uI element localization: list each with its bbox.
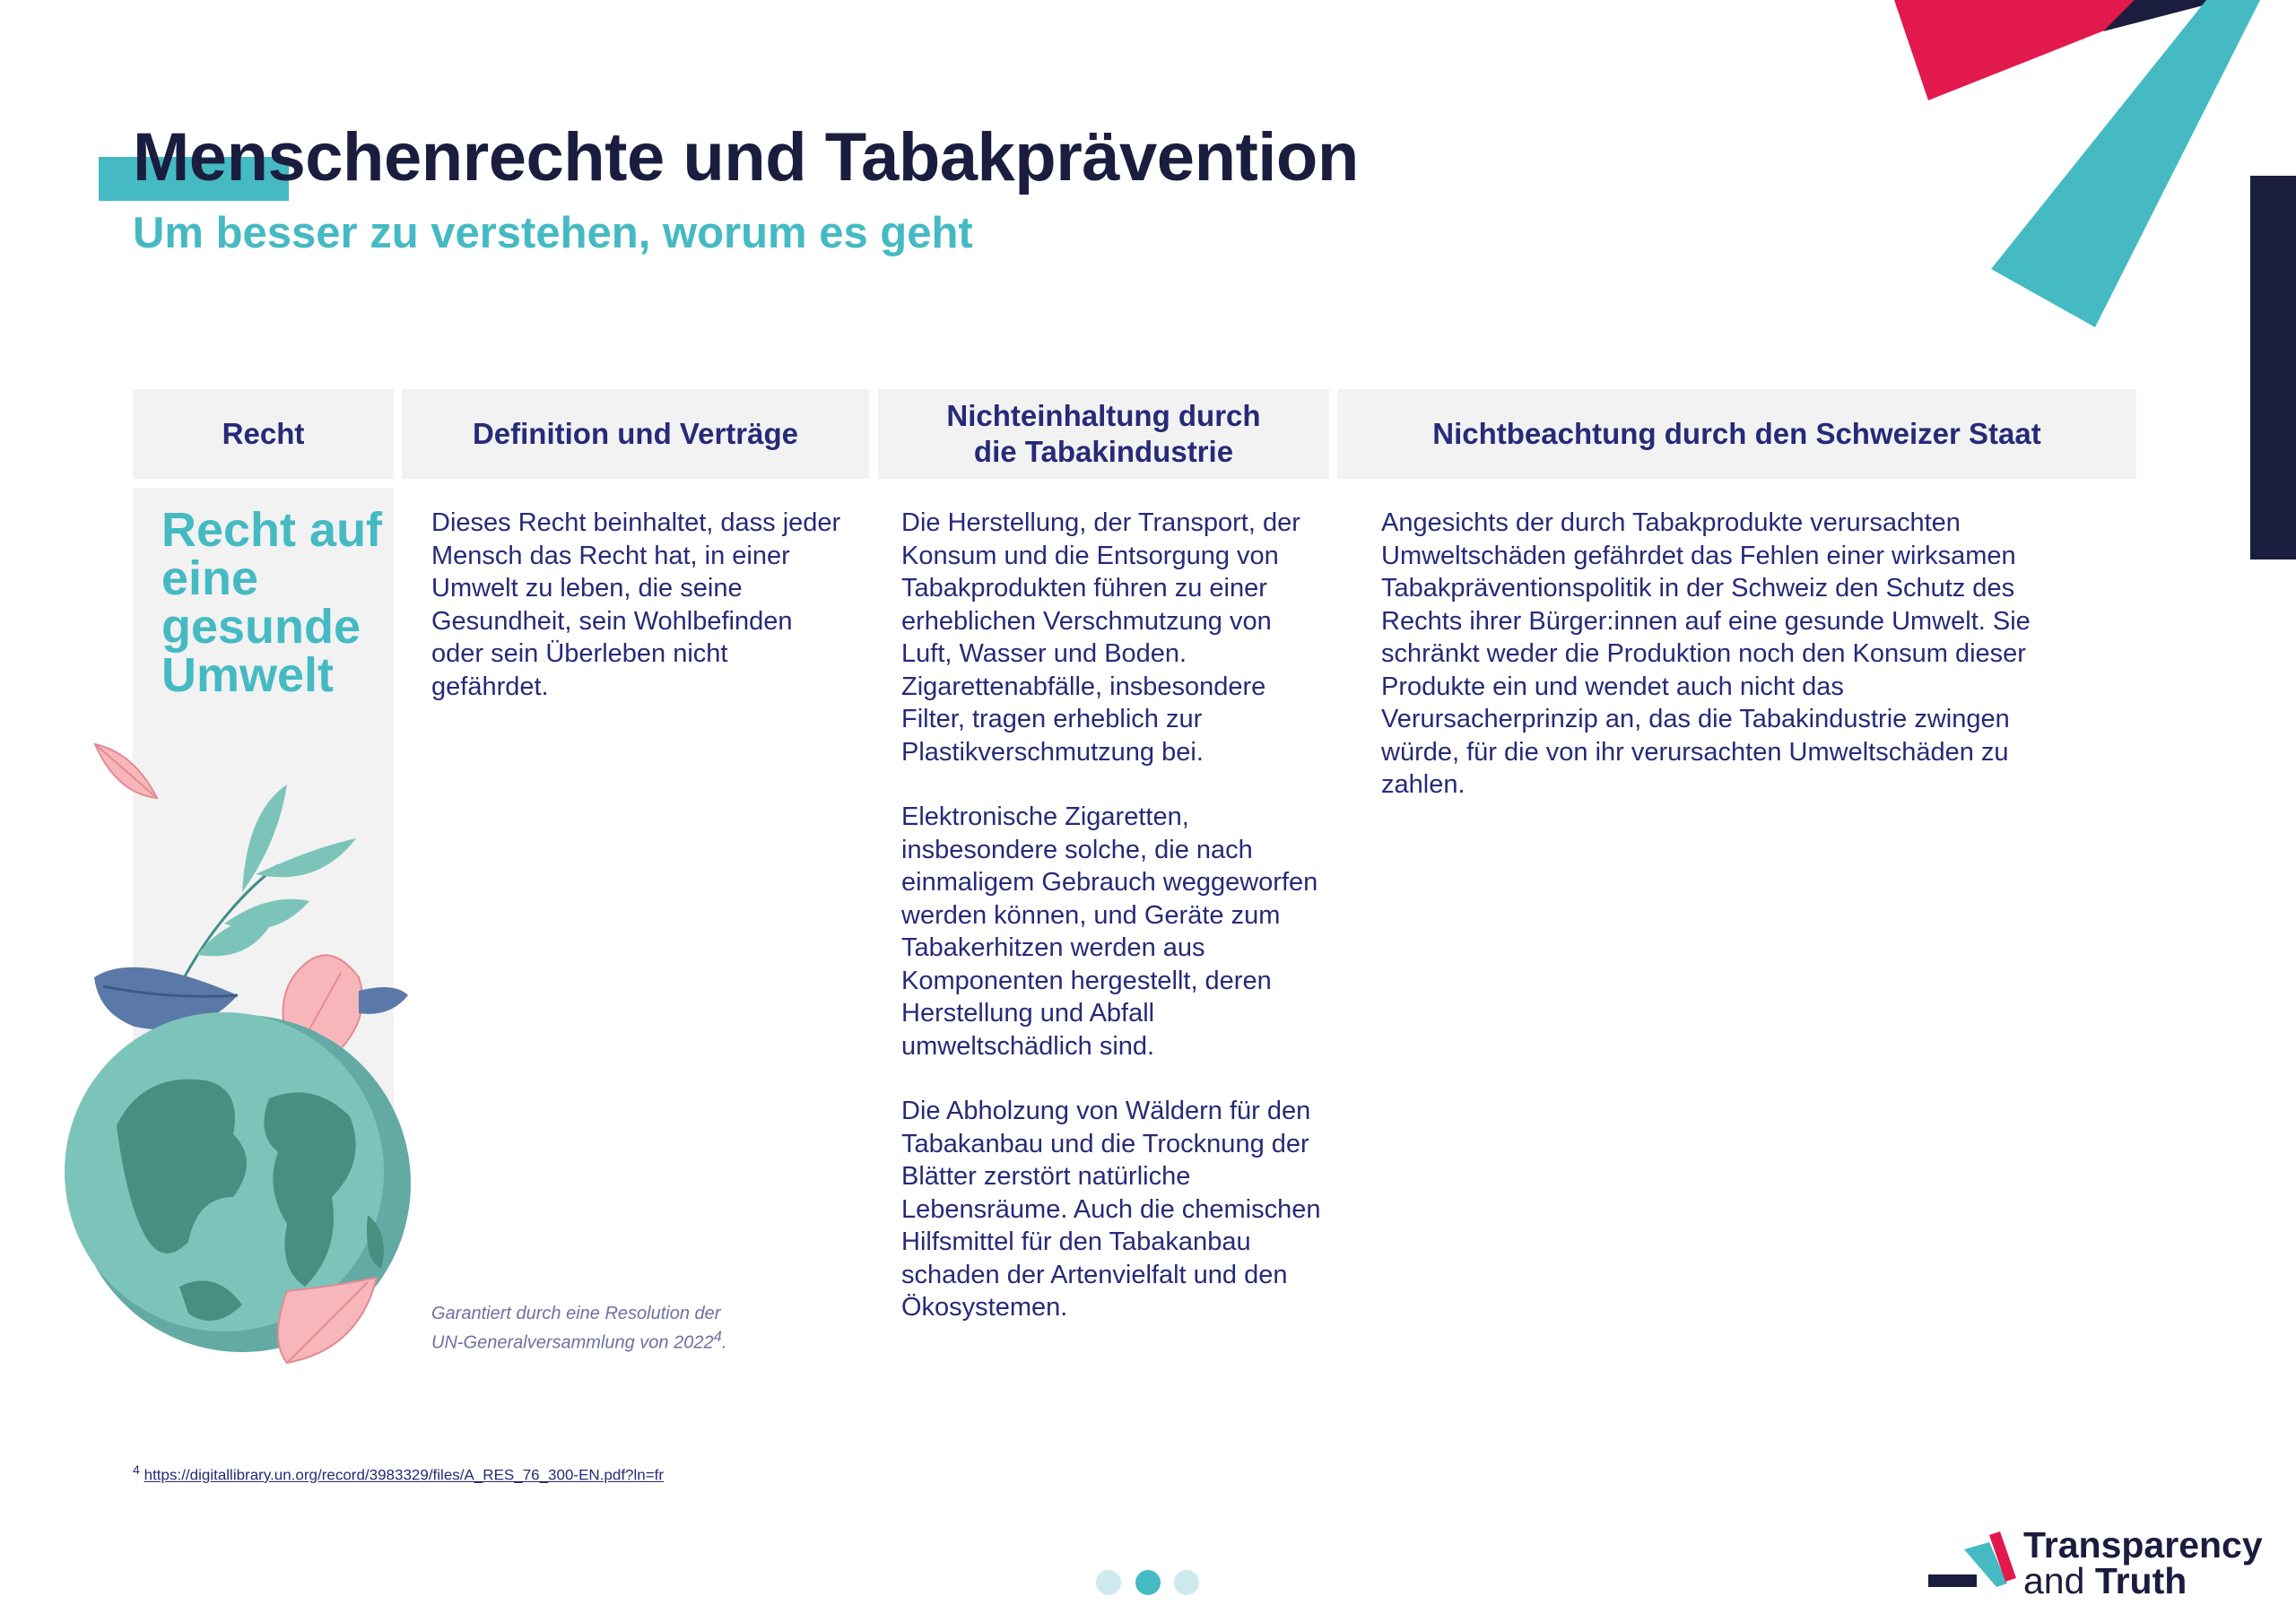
definition-source-note-line1: Garantiert durch eine Resolution der xyxy=(431,1304,721,1323)
nichteinhaltung-text xyxy=(901,507,1323,1357)
pagination-dot-1[interactable] xyxy=(1096,1570,1121,1595)
logo-text-truth: Truth xyxy=(2094,1560,2187,1601)
column-header-nichteinhaltung-line1: Nichteinhaltung durch xyxy=(946,399,1261,433)
page-subtitle: Um besser zu verstehen, worum es geht xyxy=(133,209,973,257)
corner-stripes-decoration xyxy=(1883,0,2296,332)
nichteinhaltung-paragraph-1: Die Herstellung, der Transport, der Konsum und die Entsorgung von Tabakprodukten führen zu einer erheblichen Verschmutzung von Luft, Wasser und Boden. Zigarettenabfälle, insbesondere Filter, tragen erheblich zur Plastikverschmutzung bei. xyxy=(901,508,1300,767)
footnote-reference: 4 xyxy=(713,1328,722,1345)
nichteinhaltung-paragraph-3: Die Abholzung von Wäldern für den Tabakanbau und die Trocknung der Blätter zerstört natürliche Lebensräume. Auch die chemischen Hilfsmittel für den Tabakanbau schaden der Artenvielfalt und den Ökosystemen. xyxy=(901,1097,1321,1322)
column-header-recht-label: Recht xyxy=(222,417,305,451)
column-header-definition xyxy=(402,389,869,479)
column-header-definition-label: Definition und Verträge xyxy=(472,417,799,451)
footnote xyxy=(133,1463,664,1485)
transparency-truth-logo-mark xyxy=(1926,1524,2020,1596)
nichteinhaltung-paragraph-2: Elektronische Zigaretten, insbesondere solche, die nach einmaligem Gebrauch weggeworfen werden können, und Geräte zum Tabakerhitzen werden aus Komponenten hergestellt, deren Herstellung und Abfall umweltschädlich sind. xyxy=(901,802,1318,1061)
definition-source-note-line2: UN-Generalversammlung von 2022 xyxy=(431,1332,714,1353)
logo-text-and: and xyxy=(2023,1560,2095,1601)
recht-title: Recht auf eine gesunde Umwelt xyxy=(161,503,383,702)
logo-text-line2 xyxy=(2023,1560,2187,1602)
logo-text-line1: Transparency xyxy=(2023,1524,2263,1566)
footnote-number: 4 xyxy=(133,1463,140,1478)
definition-source-note: Garantiert durch eine Resolution der UN-Generalversammlung von 2022$^4$. xyxy=(431,1304,727,1353)
pagination-dot-2-active[interactable] xyxy=(1135,1570,1161,1595)
side-navy-bar xyxy=(2250,176,2296,559)
pagination-dot-3[interactable] xyxy=(1174,1570,1199,1595)
footnote-link[interactable]: https://digitallibrary.un.org/record/3983329/files/A_RES_76_300-EN.pdf?ln=fr xyxy=(144,1466,665,1484)
column-header-nichteinhaltung-line2: die Tabakindustrie xyxy=(973,435,1234,468)
column-header-staat-label: Nichtbeachtung durch den Schweizer Staat xyxy=(1432,417,2041,451)
column-header-staat xyxy=(1337,389,2136,479)
globe-with-leaves-illustration xyxy=(63,731,422,1376)
staat-text: Angesichts der durch Tabakprodukte verursachten Umweltschäden gefährdet das Fehlen einer wirksamen Tabakpräventionspolitik in der Schweiz den Schutz des Rechts ihrer Bürger:innen auf eine gesunde Umwelt. Sie schränkt weder die Produktion noch den Konsum dieser Produkte ein und wendet auch nicht das Verursacherprinzip an, das die Tabakindustrie zwingen würde, für die von ihr verursachten Umweltschäden zu zahlen. xyxy=(1381,508,2031,799)
column-header-recht xyxy=(133,389,394,479)
page-title: Menschenrechte und Tabakprävention xyxy=(133,119,1359,195)
column-header-nichteinhaltung xyxy=(878,389,1329,479)
definition-text: Dieses Recht beinhaltet, dass jeder Mensch das Recht hat, in einer Umwelt zu leben, die seine Gesundheit, sein Wohlbefinden oder sein Überleben nicht gefährdet. xyxy=(431,508,841,701)
